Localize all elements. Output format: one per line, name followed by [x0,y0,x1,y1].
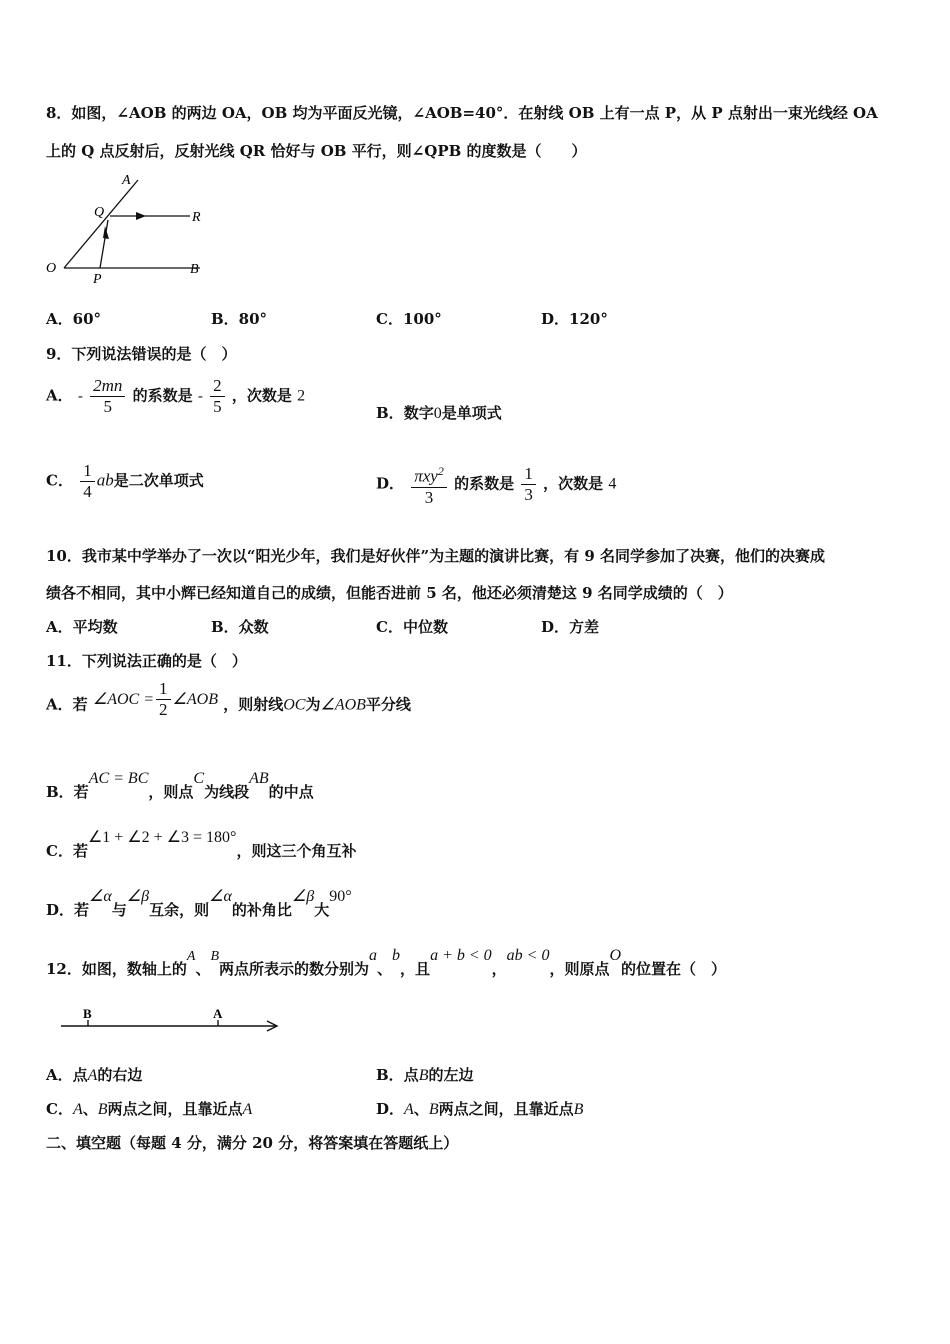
label-r: R [192,210,201,225]
q12d-p1: A [404,1101,414,1118]
q11d-alpha: ∠α [89,888,112,905]
q9a-label: A． [46,386,73,405]
q12d-text: 两点之间，且靠近点 [438,1100,574,1118]
q9a-frac1: $\frac{2mn}{5}$ [90,376,125,417]
q10-option-a[interactable]: A．平均数 [46,618,118,636]
label-b: B [190,262,199,277]
q10-option-c[interactable]: C．中位数 [376,618,448,636]
q12a-label: A．点 [46,1066,88,1084]
q12-prefix: 12．如图，数轴上的 [46,960,187,978]
q11b-text2: 为线段 [204,783,250,801]
q9c-text: 是二次单项式 [113,471,204,490]
q11b-text1: ，则点 [148,783,194,801]
q12d-p3: B [573,1101,584,1118]
q9c-label: C． [46,471,73,490]
q11-stem: 11．下列说法正确的是（ ） [46,652,247,670]
q12-a: a [369,947,378,964]
q11-option-b[interactable] [46,770,314,802]
nl-label-b: B [83,1006,92,1021]
q12a-text: 的右边 [97,1066,143,1084]
q11b-expr: AC = BC [88,770,149,787]
q12-option-a[interactable] [46,1064,142,1085]
q9-option-d[interactable] [376,461,616,508]
q12-sep2: 、 [377,960,393,978]
q11d-alpha2: ∠α [209,888,232,905]
q9b-zero: 0 [433,405,442,422]
q11d-text2: 互余，则 [149,901,210,919]
q12-option-b[interactable] [376,1064,473,1085]
q11a-oc: OC [283,696,306,714]
q12d-label: D． [376,1100,405,1118]
q9d-frac1: $\frac{\pi xy^2}{3}$ [411,461,447,508]
q11c-text: ，则这三个角互补 [236,842,357,860]
q12c-p3: A [242,1101,253,1118]
section-heading: 二、填空题（每题 4 分，满分 20 分，将答案填在答题纸上） [46,1134,459,1152]
q9a-minus2: - [197,388,203,405]
q11d-label: D．若 [46,901,90,919]
nl-label-a: A [213,1006,223,1021]
q11a-expr1: ∠AOC = [92,690,155,708]
q9a-minus1: - [77,388,83,405]
q9b-label: B． [376,404,404,422]
arrow-pq [103,226,109,239]
label-a: A [122,173,131,188]
q12b-pt: B [418,1067,429,1084]
q12c-p1: A [72,1101,83,1118]
q11d-text4: 大 [314,901,330,919]
q9c-frac: $\frac{1}{4}$ [80,461,95,502]
q12-sep1: 、 [195,960,211,978]
q9a-text1: 的系数是 [132,386,193,405]
q12d-sep: 、 [413,1100,429,1118]
q9-stem: 9．下列说法错误的是（ ） [46,345,237,363]
q12-text1: 两点所表示的数分别为 [219,960,370,978]
q11d-beta2: ∠β [291,888,315,905]
q11a-frac: $\frac{1}{2}$ [156,679,171,720]
q12c-label: C． [46,1100,73,1118]
q10-option-b[interactable]: B．众数 [211,618,269,636]
q9-option-a[interactable] [46,376,305,417]
q11a-label: A．若 [46,695,88,714]
q12d-p2: B [428,1101,439,1118]
q11-option-c[interactable] [46,829,357,861]
q11a-aob: ∠AOB [320,696,366,714]
q8-stem-line1: 8．如图，∠AOB 的两边 OA，OB 均为平面反光镜，∠AOB=40°．在射线 OB 上有一点 P，从 P 点射出一束光线经 OA [46,104,878,122]
q8-option-c[interactable]: C．100° [376,310,442,328]
q9a-text2: ，次数是 [231,386,292,405]
q9a-frac2: $\frac{2}{5}$ [210,376,225,417]
q12-b-pt: B [210,949,220,964]
q12-text2: ，且 [400,960,431,978]
q12b-label: B．点 [376,1066,419,1084]
q11a-text2: 为 [305,695,321,714]
q11d-text1: 与 [111,901,127,919]
q12-o: O [609,947,622,964]
q11d-deg: 90° [329,888,352,905]
q10-option-d[interactable]: D．方差 [541,618,600,636]
q8-stem-line2: 上的 Q 点反射后，反射光线 QR 恰好与 OB 平行，则∠QPB 的度数是（ ） [46,142,587,160]
q9-option-b[interactable] [376,402,502,423]
q10-stem-line2: 绩各不相同，其中小辉已经知道自己的成绩，但能否进前 5 名，他还必须清楚这 9 名同学成绩的（ ） [46,584,733,602]
label-o: O [46,261,57,276]
q12c-p2: B [97,1101,108,1118]
q12-sep3: ， [491,960,507,978]
q12-cond2: ab < 0 [506,947,550,964]
q11-option-d[interactable] [46,888,352,920]
q11b-label: B．若 [46,783,89,801]
q12b-text: 的左边 [428,1066,474,1084]
q11b-text3: 的中点 [268,783,314,801]
q9-option-c[interactable] [46,461,204,502]
q11b-c: C [193,770,205,787]
q12a-pt: A [87,1067,98,1084]
q12c-text: 两点之间，且靠近点 [107,1100,243,1118]
q12-number-line [55,1002,295,1038]
q9b-text2: 是单项式 [441,404,502,422]
q9d-text1: 的系数是 [454,474,515,493]
q11a-expr2: ∠AOB [172,690,218,708]
q9d-label: D． [376,474,405,493]
q9d-frac2: $\frac{1}{3}$ [521,464,536,505]
q11d-beta: ∠β [126,888,150,905]
q12-cond1: a + b < 0 [430,947,492,964]
q10-stem-line1: 10．我市某中学举办了一次以“阳光少年，我们是好伙伴”为主题的演讲比赛，有 9 名同学参加了决赛，他们的决赛成 [46,547,826,565]
q8-option-b[interactable]: B．80° [211,310,268,328]
q11-option-a[interactable] [46,679,411,726]
q12-option-d[interactable] [376,1098,583,1119]
q9a-degree: 2 [297,387,306,405]
q8-figure [40,168,220,288]
q8-option-a[interactable]: A．60° [46,310,102,328]
q9d-text2: ，次数是 [543,474,604,493]
q12c-sep: 、 [82,1100,98,1118]
q12-text4: 的位置在（ ） [621,960,727,978]
q9b-text1: 数字 [403,404,434,422]
q12-stem [46,947,727,979]
q9c-var: ab [96,470,114,490]
q9d-degree: 4 [608,475,617,493]
q11a-text1: ，则射线 [223,695,284,714]
q12-a-pt: A [186,949,196,964]
q11c-expr: ∠1 + ∠2 + ∠3 = 180° [87,829,237,846]
q11d-text3: 的补角比 [231,901,292,919]
ray-oa [64,180,138,268]
q8-option-d[interactable]: D．120° [541,310,608,328]
q11a-text3: 平分线 [365,695,411,714]
q11c-label: C．若 [46,842,88,860]
q11b-ab: AB [249,770,269,787]
label-q: Q [94,205,105,220]
q12-text3: ，则原点 [549,960,610,978]
q12-b: b [392,947,401,964]
ray-pq [100,220,108,268]
arrow-qr [136,212,146,220]
label-p: P [93,272,102,287]
q12-option-c[interactable] [46,1098,252,1119]
